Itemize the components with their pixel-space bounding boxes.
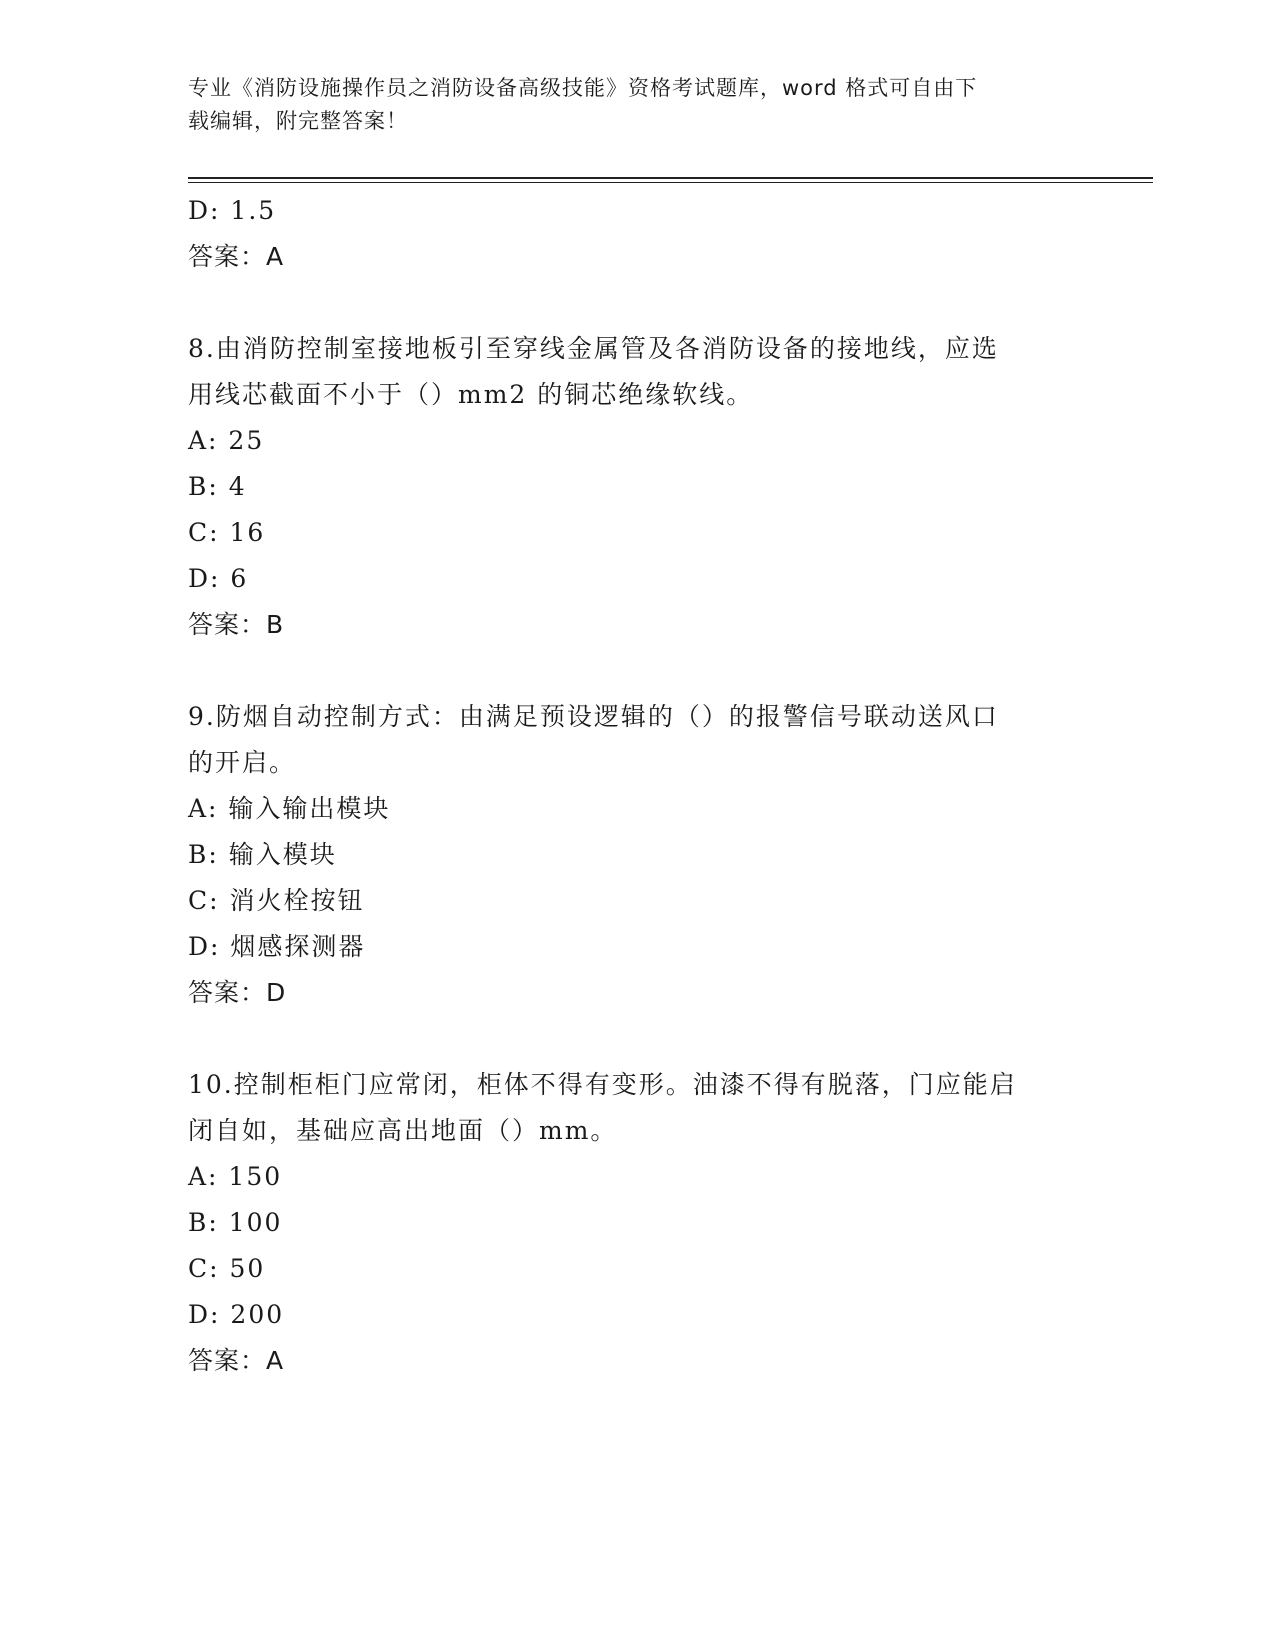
question-text-line: 闭自如，基础应高出地面（）mm。: [188, 1116, 618, 1145]
question-content: [188, 188, 1088, 1384]
option-a: A: 150: [188, 1162, 283, 1191]
header-divider-thick: [188, 177, 1153, 179]
carryover-answer: 答案：A: [188, 242, 285, 271]
answer: 答案：A: [188, 1346, 285, 1375]
option-d: D: 烟感探测器: [188, 932, 366, 961]
answer: 答案：D: [188, 978, 287, 1007]
spacer: [188, 648, 1088, 694]
spacer: [188, 280, 1088, 326]
header-line-1: 专业《消防设施操作员之消防设备高级技能》资格考试题库，word 格式可自由下: [188, 76, 978, 100]
header-divider-thin: [188, 182, 1153, 183]
question-10: [188, 1062, 1088, 1384]
carryover-option-d: D: 1.5: [188, 196, 277, 225]
header-line-2: 载编辑，附完整答案！: [188, 109, 408, 133]
question-8: [188, 326, 1088, 648]
question-text-line: 10.控制柜柜门应常闭，柜体不得有变形。油漆不得有脱落，门应能启: [188, 1070, 1017, 1099]
document-header: [188, 72, 1068, 138]
question-9: [188, 694, 1088, 1016]
option-d: D: 6: [188, 564, 249, 593]
option-c: C: 50: [188, 1254, 266, 1283]
question-text-line: 9.防烟自动控制方式：由满足预设逻辑的（）的报警信号联动送风口: [188, 702, 999, 731]
option-c: C: 消火栓按钮: [188, 886, 365, 915]
question-text-line: 8.由消防控制室接地板引至穿线金属管及各消防设备的接地线，应选: [188, 334, 999, 363]
option-c: C: 16: [188, 518, 266, 547]
option-b: B: 4: [188, 472, 247, 501]
option-b: B: 输入模块: [188, 840, 337, 869]
option-d: D: 200: [188, 1300, 285, 1329]
spacer: [188, 1016, 1088, 1062]
answer: 答案：B: [188, 610, 285, 639]
option-a: A: 输入输出模块: [188, 794, 391, 823]
option-b: B: 100: [188, 1208, 283, 1237]
question-text-line: 的开启。: [188, 748, 297, 777]
question-text-line: 用线芯截面不小于（）mm2 的铜芯绝缘软线。: [188, 380, 754, 409]
option-a: A: 25: [188, 426, 265, 455]
